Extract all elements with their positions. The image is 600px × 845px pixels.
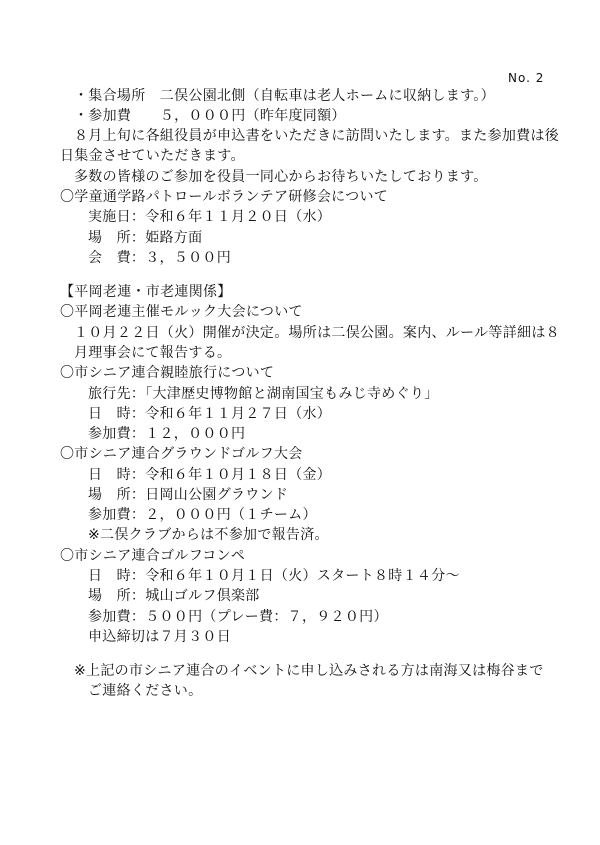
contact-note-continued: ご連絡ください。 <box>88 683 203 699</box>
ground-golf-note-line: ※二俣クラブからは不参加で報告済。 <box>88 527 329 543</box>
patrol-fee-line: 会 費：３，５００円 <box>88 250 231 266</box>
trip-date-line: 日 時：令和６年１１月２７日（水） <box>88 406 332 422</box>
invitation-line: 多数の皆様のご参加を役員一同心からお待ちいたしております。 <box>74 169 488 185</box>
molkky-detail-line: １０月２２日（火）開催が決定。場所は二俣公園。案内、ルール等詳細は８ <box>74 325 560 341</box>
section-patrol-heading: 〇学童通学路パトロールボランテア研修会について <box>60 189 389 205</box>
section-trip-heading: 〇市シニア連合親睦旅行について <box>60 365 275 381</box>
trip-fee-line: 参加費：１２，０００円 <box>88 426 246 442</box>
trip-destination-line: 旅行先：「大津歴史博物館と湖南国宝もみじ寺めぐり」 <box>88 386 439 402</box>
section-molkky-heading: 〇平岡老連主催モルック大会について <box>60 304 303 320</box>
ground-golf-fee-line: 参加費：２，０００円（１チーム） <box>88 507 317 523</box>
golf-fee-line: 参加費：５００円（プレー費：７，９２０円） <box>88 609 388 625</box>
visit-notice-line: ８月上旬に各組役員が申込書をいただきに訪問いたします。また参加費は後 <box>74 128 560 144</box>
ground-golf-date-line: 日 時：令和６年１０月１８日（金） <box>88 467 332 483</box>
collection-notice-line: 日集金させていただきます。 <box>60 148 245 164</box>
section-golf-heading: 〇市シニア連合ゴルフコンペ <box>60 548 246 564</box>
golf-deadline-line: 申込締切は７月３０日 <box>88 629 231 645</box>
molkky-report-line: 月理事会にて報告する。 <box>74 345 232 361</box>
fee-line: ・参加費 ５，０００円（昨年度同額） <box>74 108 346 124</box>
patrol-place-line: 場 所：姫路方面 <box>88 230 203 246</box>
section-ground-golf-heading: 〇市シニア連合グラウンドゴルフ大会 <box>60 446 303 462</box>
contact-note-line: ※上記の市シニア連合のイベントに申し込みされる方は南海又は梅谷まで <box>74 663 544 679</box>
page-number: No. 2 <box>508 71 545 85</box>
meeting-place-line: ・集合場所 二俣公園北側（自転車は老人ホームに収納します。） <box>74 88 495 104</box>
golf-date-line: 日 時：令和６年１０月１日（火）スタート８時１４分～ <box>88 568 460 584</box>
golf-place-line: 場 所：城山ゴルフ倶楽部 <box>88 588 260 604</box>
patrol-date-line: 実施日：令和６年１１月２０日（水） <box>88 209 332 225</box>
section-federation-heading: 【平岡老連・市老連関係】 <box>60 284 232 300</box>
ground-golf-place-line: 場 所：日岡山公園グラウンド <box>88 487 289 503</box>
